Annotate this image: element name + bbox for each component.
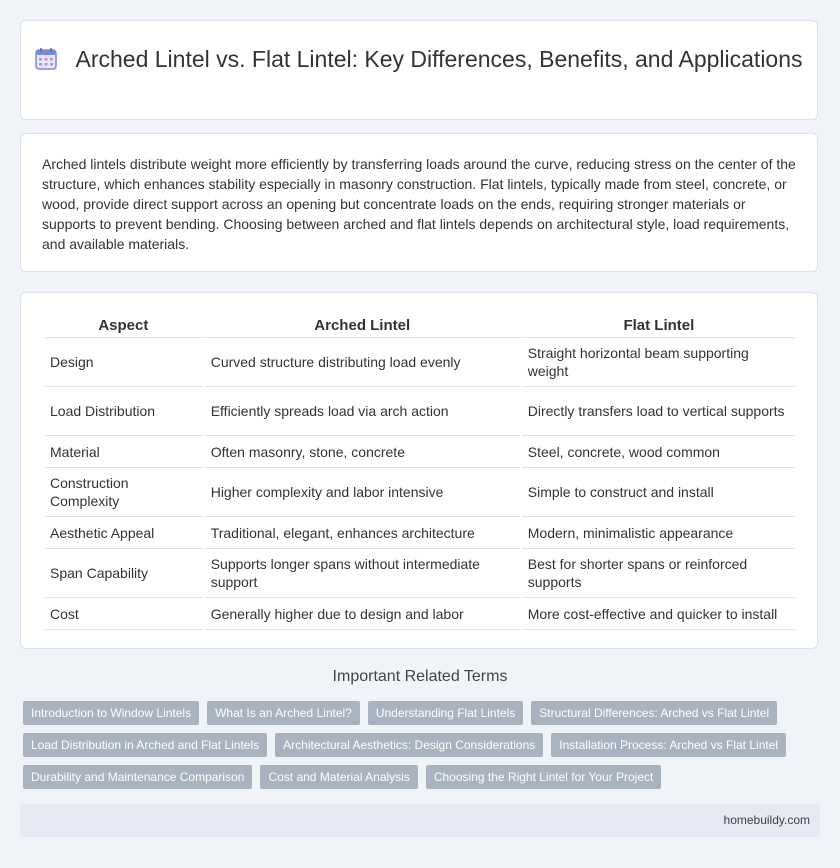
cell-arched: Curved structure distributing load evenly xyxy=(205,338,520,387)
table-row xyxy=(44,436,796,468)
cell-aspect: Construction Complexity xyxy=(44,468,203,517)
cell-flat: Modern, minimalistic appearance xyxy=(522,517,796,549)
cell-aspect: Cost xyxy=(44,598,203,630)
related-terms-heading: Important Related Terms xyxy=(332,668,508,685)
cell-flat: Best for shorter spans or reinforced supports xyxy=(522,549,796,598)
cell-aspect: Load Distribution xyxy=(44,387,203,436)
table-row xyxy=(44,338,796,387)
table-row xyxy=(44,598,796,630)
page-title: Arched Lintel vs. Flat Lintel: Key Differences, Benefits, and Applications xyxy=(75,46,803,72)
related-term-tag[interactable]: Installation Process: Arched vs Flat Lintel xyxy=(551,733,786,757)
related-term-tag[interactable]: Cost and Material Analysis xyxy=(260,765,417,789)
cell-arched: Generally higher due to design and labor xyxy=(205,598,520,630)
table-header-row xyxy=(44,313,796,338)
cell-arched: Supports longer spans without intermediate support xyxy=(205,549,520,598)
page-title-wrap xyxy=(21,45,817,74)
header-aspect: Aspect xyxy=(44,313,203,338)
cell-arched: Traditional, elegant, enhances architecture xyxy=(205,517,520,549)
table-row xyxy=(44,468,796,517)
related-term-tag[interactable]: Introduction to Window Lintels xyxy=(23,701,199,725)
cell-flat: Steel, concrete, wood common xyxy=(522,436,796,468)
footer-site-link[interactable]: homebuildy.com xyxy=(723,813,810,827)
cell-aspect: Material xyxy=(44,436,203,468)
cell-arched: Higher complexity and labor intensive xyxy=(205,468,520,517)
cell-flat: More cost-effective and quicker to install xyxy=(522,598,796,630)
footer xyxy=(20,804,820,837)
title-card xyxy=(20,20,818,120)
related-terms-list xyxy=(23,701,813,789)
comparison-card xyxy=(20,292,818,649)
related-term-tag[interactable]: Structural Differences: Arched vs Flat Lintel xyxy=(531,701,777,725)
related-term-tag[interactable]: Durability and Maintenance Comparison xyxy=(23,765,252,789)
cell-aspect: Span Capability xyxy=(44,549,203,598)
cell-aspect: Design xyxy=(44,338,203,387)
cell-flat: Directly transfers load to vertical supports xyxy=(522,387,796,436)
related-term-tag[interactable]: What Is an Arched Lintel? xyxy=(207,701,360,725)
table-row xyxy=(44,387,796,436)
cell-arched: Efficiently spreads load via arch action xyxy=(205,387,520,436)
cell-aspect: Aesthetic Appeal xyxy=(44,517,203,549)
table-row xyxy=(44,549,796,598)
comparison-table xyxy=(42,313,798,630)
calendar-icon xyxy=(35,48,57,70)
intro-card xyxy=(20,133,818,272)
related-term-tag[interactable]: Load Distribution in Arched and Flat Lintels xyxy=(23,733,267,757)
cell-flat: Simple to construct and install xyxy=(522,468,796,517)
cell-flat: Straight horizontal beam supporting weight xyxy=(522,338,796,387)
related-term-tag[interactable]: Choosing the Right Lintel for Your Project xyxy=(426,765,661,789)
header-flat-lintel: Flat Lintel xyxy=(522,313,796,338)
cell-arched: Often masonry, stone, concrete xyxy=(205,436,520,468)
table-row xyxy=(44,517,796,549)
intro-paragraph: Arched lintels distribute weight more efficiently by transferring loads around the curve, reducing stress on the center of the structure, which enhances stability especially in masonry construction. Flat lintels, typically made from steel, concrete, or wood, provide direct support across an opening but concentrate loads on the ends, requiring stronger materials or supports to prevent bending. Choosing between arched and flat lintels depends on architectural style, load requirements, and available materials. xyxy=(42,156,796,252)
header-arched-lintel: Arched Lintel xyxy=(205,313,520,338)
related-term-tag[interactable]: Architectural Aesthetics: Design Considerations xyxy=(275,733,543,757)
related-term-tag[interactable]: Understanding Flat Lintels xyxy=(368,701,523,725)
